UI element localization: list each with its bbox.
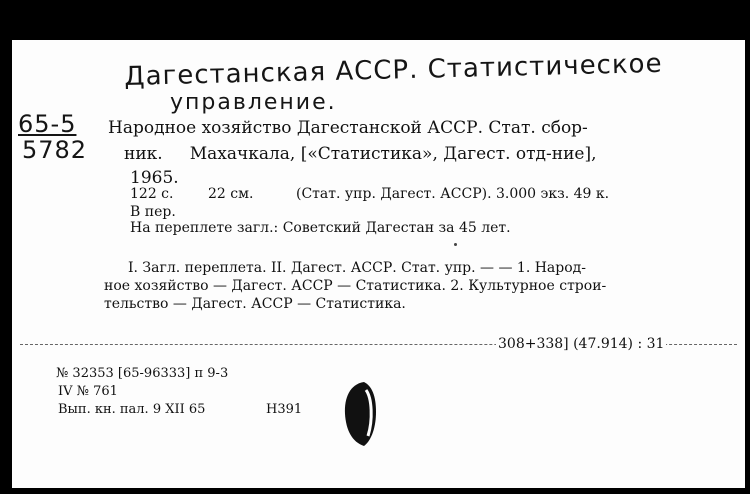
pages: 122 с. (130, 186, 174, 202)
call-number-top: 65-5 (18, 110, 77, 138)
speck (454, 243, 457, 246)
order-number: № 32353 [65-96333] п 9-3 (56, 366, 229, 381)
handwritten-heading-line2: управление. (170, 90, 337, 115)
tracing-line2: ное хозяйство — Дагест. АССР — Статистика. 2. Культурное строи- (104, 278, 607, 294)
series-note: (Стат. упр. Дагест. АССР). 3.000 экз. 49 к. (296, 186, 610, 202)
title-rest: хозяйство Дагестанской АССР. Стат. сбор- (201, 118, 588, 138)
registry-number: IV № 761 (58, 384, 118, 399)
title-start: Народное (108, 118, 197, 138)
cover-title-note: На переплете загл.: Советский Дагестан за 45 лет. (130, 220, 511, 236)
call-number-bottom: 5782 (22, 136, 88, 164)
tracing-line1: I. Загл. переплета. II. Дагест. АССР. Стат. упр. — — 1. Народ- (128, 260, 587, 276)
imprint-line: ник. Махачкала, [«Статистика», Дагест. отд-ние], (124, 144, 597, 164)
stamp-code: Н391 (266, 402, 303, 417)
binding-note: В пер. (130, 204, 176, 220)
catalog-card (12, 40, 745, 488)
year: 1965. (130, 168, 179, 188)
ink-stamp-mark (342, 380, 382, 448)
title-line (108, 118, 588, 138)
size: 22 см. (208, 186, 254, 202)
printed-date: Вып. кн. пал. 9 XII 65 (58, 402, 206, 417)
tracing-line3: тельство — Дагест. АССР — Статистика. (104, 296, 406, 312)
handwritten-heading-line1: Дагестанская АССР. Статистическое (124, 48, 663, 92)
classification-index: 308+338] (47.914) : 31 (498, 336, 665, 352)
